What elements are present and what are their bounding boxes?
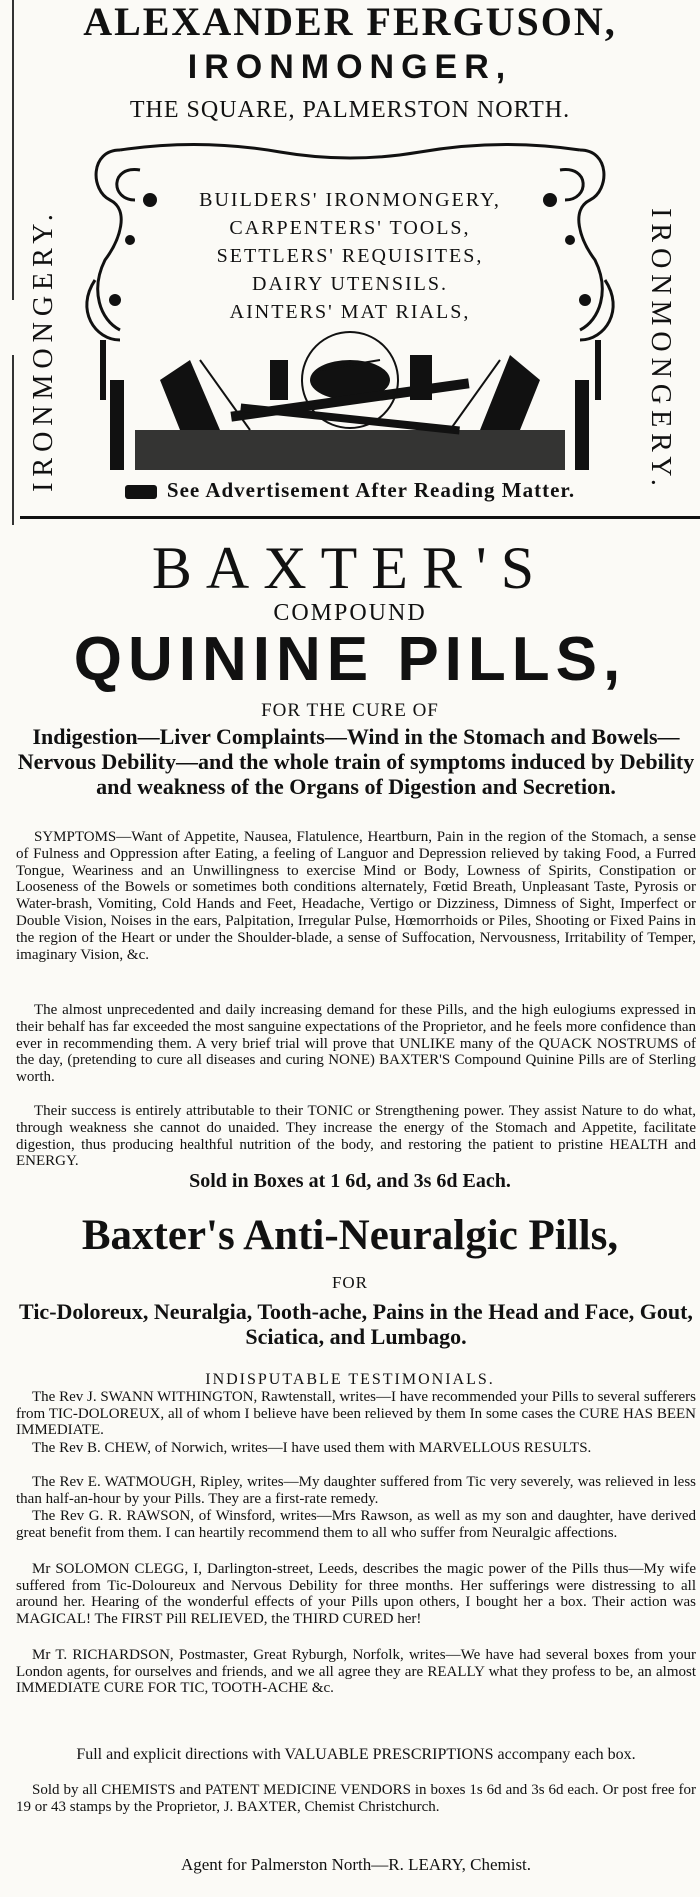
ferguson-address: THE SQUARE, PALMERSTON NORTH. — [129, 97, 571, 123]
quinine-pills-title: QUININE PILLS, — [73, 625, 627, 694]
baxters-heading: BAXTER'S — [151, 535, 549, 601]
local-agent: Agent for Palmerston North—R. LEARY, Chemist. — [180, 1855, 532, 1874]
testimonial-chew: The Rev B. CHEW, of Norwich, writes—I have used them with MARVELLOUS RESULTS. — [32, 1440, 592, 1456]
ferguson-name: ALEXANDER FERGUSON, — [83, 0, 617, 44]
goods-line-2: CARPENTERS' TOOLS, — [229, 217, 471, 239]
pointing-hand-icon — [125, 485, 157, 499]
directions-note: Full and explicit directions with VALUABLE PRESCRIPTIONS accompany each box. — [76, 1746, 636, 1763]
goods-line-4: DAIRY UTENSILS. — [252, 273, 448, 295]
see-advertisement-note — [0, 478, 700, 503]
goods-line-1: BUILDERS' IRONMONGERY, — [199, 189, 501, 211]
sold-by-paragraph: Sold by all CHEMISTS and PATENT MEDICINE VENDORS in boxes 1s 6d and 3s 6d each. Or post free for 19 or 43 stamps by the Proprietor, J. BAXTER, Chemist Christchurch. — [16, 1782, 696, 1815]
testimonial-watmough: The Rev E. WATMOUGH, Ripley, writes—My daughter suffered from Tic very severely, was relieved in less than half-an-hour by your Pills. They are a first-rate remedy. — [16, 1474, 696, 1507]
quinine-price: Sold in Boxes at 1 6d, and 3s 6d Each. — [189, 1170, 511, 1192]
anti-neuralgic-title: Baxter's Anti-Neuralgic Pills, — [81, 1212, 619, 1259]
compound-label: COMPOUND — [273, 600, 427, 626]
goods-line-3: SETTLERS' REQUISITES, — [216, 245, 484, 267]
success-paragraph: Their success is entirely attributable to their TONIC or Strengthening power. They assist Nature to do what, through weakness she cannot do unaided. They increase the energy of the Stomach and Appetite, facilitate digestion, thus producing healthful nutrition of the body, and restoring the patient to pristine HEALTH and ENERGY. — [16, 1103, 696, 1170]
ferguson-trade: IRONMONGER, — [187, 48, 513, 86]
see-advertisement-text: See Advertisement After Reading Matter. — [166, 478, 576, 502]
testimonial-clegg: Mr SOLOMON CLEGG, I, Darlington-street, Leeds, describes the magic power of the Pills thus—My wife suffered from Tic-Doloureux and Nervous Debility for three months. Her sufferings were distressing to all around her. Hearing of the wonderful effects of your Pills upon others, I bought her a box. Their action was MAGICAL! The FIRST Pill RELIEVED, the THIRD CURED her! — [16, 1561, 696, 1627]
advert-divider — [20, 516, 700, 519]
quinine-ailments: Indigestion—Liver Complaints—Wind in the Stomach and Bowels—Nervous Debility—and the whole train of symptoms induced by Debility and weakness of the Organs of Digestion and Secretion. — [17, 724, 695, 799]
neuralgic-ailments: Tic-Doloreux, Neuralgia, Tooth-ache, Pains in the Head and Face, Gout, Sciatica, and Lumbago. — [19, 1299, 693, 1349]
testimonials-heading: INDISPUTABLE TESTIMONIALS. — [205, 1371, 495, 1388]
testimonial-richardson: Mr T. RICHARDSON, Postmaster, Great Ryburgh, Norfolk, writes—We have had several boxes from your London agents, for ourselves and friends, and we all agree they are REALLY what they profess to be, an almost IMMEDIATE CURE FOR TIC, TOOTH-ACHE &c. — [16, 1647, 696, 1697]
testimonial-withington: The Rev J. SWANN WITHINGTON, Rawtenstall, writes—I have recommended your Pills to several sufferers from TIC-DOLOREUX, all of whom I believe have been relieved by them In some cases the CURE HAS BEEN IMMEDIATE. — [16, 1389, 697, 1439]
demand-paragraph: The almost unprecedented and daily increasing demand for these Pills, and the high eulogiums expressed in their behalf has far exceeded the most sanguine expectations of the Proprietor, and he feels more confidence than ever in recommending them. A very brief trial will prove that UNLIKE many of the QUACK NOSTRUMS of the day, (pretending to cure all diseases and curing NONE) BAXTER'S Compound Quinine Pills are of Sterling worth. — [16, 1002, 696, 1086]
symptoms-paragraph: SYMPTOMS—Want of Appetite, Nausea, Flatulence, Heartburn, Pain in the region of the Stomach, a sense of Fulness and Oppression after Eating, a feeling of Languor and Depression relieved by taking Food, a Furred Tongue, Weariness and an Unwillingness to exercise Mind or Body, Lowness of Spirits, Constipation or Looseness of the Bowels or sometimes both conditions alternately, Fœtid Breath, Unpleasant Taste, Pyrosis or Water-brash, Vomiting, Cold Hands and Feet, Headache, Vertigo or Dizziness, Dimness of Sight, Imperfect or Double Vision, Noises in the ears, Palpitation, Irregular Pulse, Hœmorrhoids or Piles, Shooting or Fixed Pains in the region of the Heart or under the Shoulder-blade, a sense of Suffocation, Nervousness, Irritability of Temper, imaginary Vision, &c. — [16, 829, 696, 963]
side-label-left-text: IRONMONGERY. — [28, 208, 59, 492]
for-the-cure-of: FOR THE CURE OF — [261, 700, 439, 721]
testimonial-rawson: The Rev G. R. RAWSON, of Winsford, writes—Mrs Rawson, as well as my son and daughter, have derived great benefit from them. I can heartily recommend them to all who suffer from Neuralgic affections. — [16, 1508, 696, 1541]
goods-line-5: AINTERS' MAT RIALS, — [229, 301, 471, 323]
for-label: FOR — [331, 1273, 369, 1292]
side-label-right-text: IRONMONGERY. — [645, 208, 676, 492]
